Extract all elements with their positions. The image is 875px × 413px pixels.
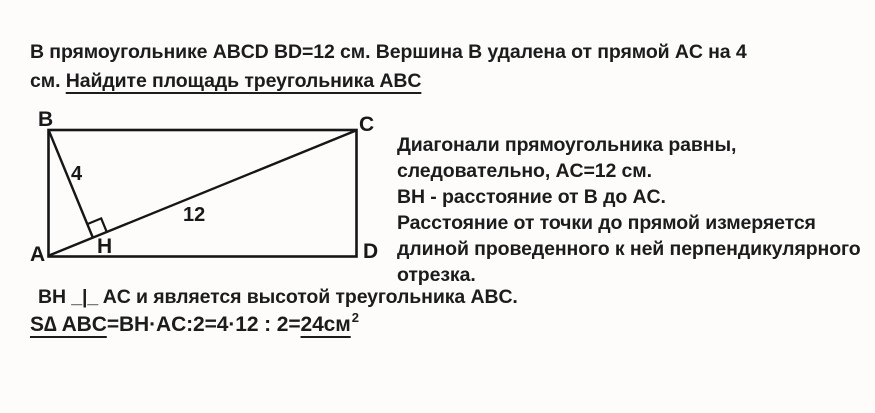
vertex-label-b: B — [38, 108, 54, 131]
explanation-text — [397, 132, 872, 288]
formula-area-symbol: S∆ ABC — [30, 313, 107, 336]
area-formula — [30, 311, 630, 337]
problem-question-underlined: Найдите площадь треугольника ABC — [65, 69, 422, 92]
foot-label-h: H — [97, 235, 113, 258]
formula-middle: =BH·AC:2=4·12 : 2= — [106, 313, 301, 336]
formula-superscript: 2 — [351, 310, 359, 325]
explanation-line: Диагонали прямоугольника равны, — [397, 134, 737, 156]
explanation-line: длиной проведенного к ней перпендикулярного — [397, 238, 861, 260]
explanation-line: BH - расстояние от B до AC. — [397, 186, 666, 208]
explanation-line: отрезка. — [397, 264, 476, 286]
vertex-label-a: A — [30, 243, 46, 266]
vertex-label-c: C — [359, 113, 375, 136]
problem-line2-prefix: см. — [30, 69, 66, 92]
length-label-bh: 4 — [71, 163, 83, 185]
problem-line1: В прямоугольнике ABCD BD=12 см. Вершина B удалена от прямой AC на 4 — [30, 41, 747, 63]
perpendicular-statement: BH _|_ AC и является высотой треугольника ABC. — [38, 286, 518, 308]
explanation-line: следовательно, AC=12 см. — [397, 160, 652, 182]
formula-result: 24см — [300, 313, 351, 336]
vertex-label-d: D — [363, 240, 379, 263]
diagonal-ac — [49, 131, 356, 256]
length-label-ac: 12 — [183, 204, 206, 226]
explanation-line: Расстояние от точки до прямой измеряется — [397, 212, 816, 234]
